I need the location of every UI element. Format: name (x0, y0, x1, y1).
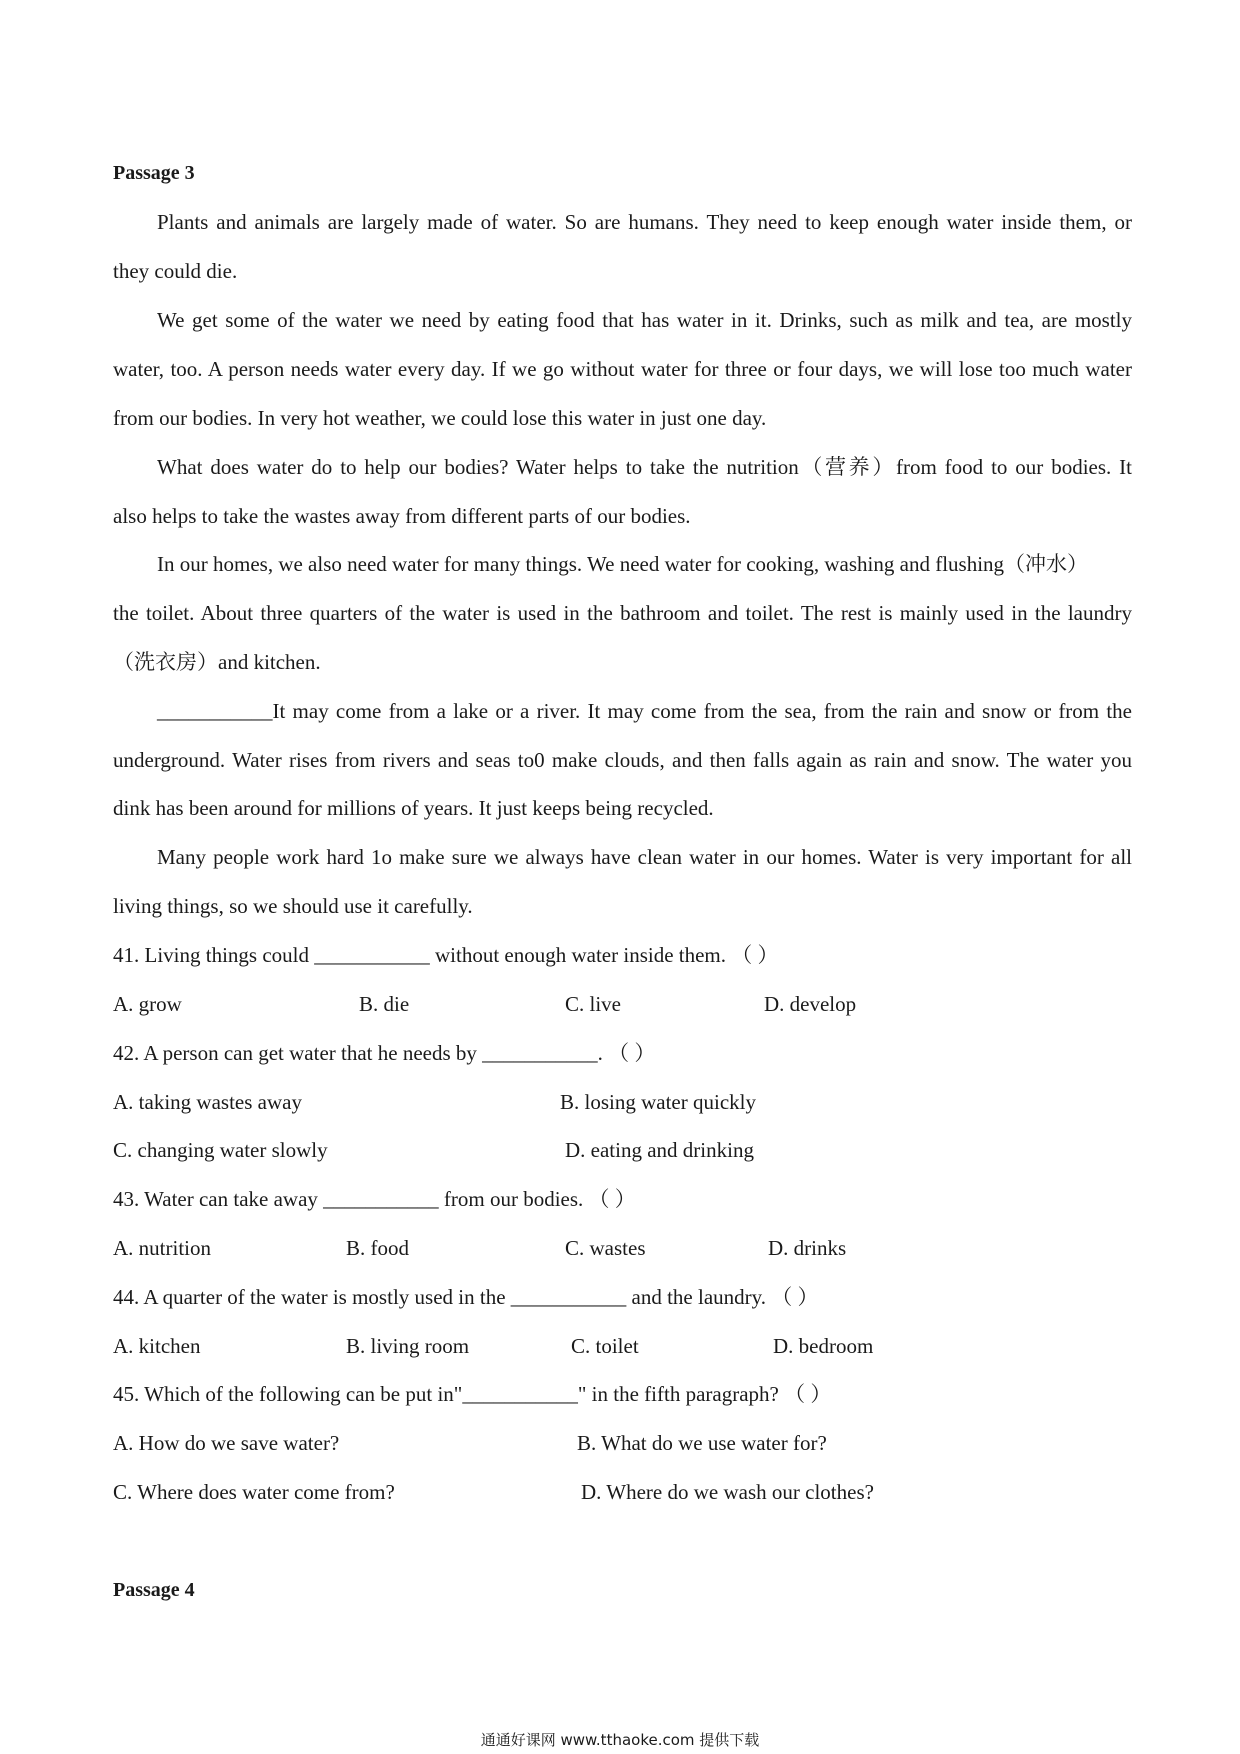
passage-line-8: In our homes, we also need water for many things. We need water for cooking, washing and flushing（冲水） (157, 552, 1089, 576)
question-41-stem: 41. Living things could ___________ without enough water inside them. （ ） (113, 943, 779, 967)
question-41-option-d[interactable]: D. develop (764, 992, 857, 1016)
question-42-option-b[interactable]: B. losing water quickly (560, 1090, 756, 1114)
question-43-option-c[interactable]: C. wastes (565, 1236, 646, 1260)
question-44-option-c[interactable]: C. toilet (571, 1334, 639, 1358)
question-44-stem: 44. A quarter of the water is mostly used in the ___________ and the laundry. （ ） (113, 1285, 819, 1309)
question-45-option-d[interactable]: D. Where do we wash our clothes? (581, 1480, 874, 1504)
question-45-option-a[interactable]: A. How do we save water? (113, 1431, 340, 1455)
passage-3-heading: Passage 3 (113, 162, 195, 184)
passage-line-13: dink has been around for millions of years. It just keeps being recycled. (113, 796, 714, 820)
question-44-option-d[interactable]: D. bedroom (773, 1334, 874, 1358)
question-42-option-a[interactable]: A. taking wastes away (113, 1090, 302, 1114)
passage-line-2: they could die. (113, 259, 238, 283)
question-41-option-a[interactable]: A. grow (113, 992, 182, 1016)
question-43-option-a[interactable]: A. nutrition (113, 1236, 211, 1260)
passage-line-15: living things, so we should use it carefully. (113, 894, 473, 918)
question-44-option-a[interactable]: A. kitchen (113, 1334, 201, 1358)
question-43-option-d[interactable]: D. drinks (768, 1236, 847, 1260)
question-42-stem: 42. A person can get water that he needs by ___________. （ ） (113, 1041, 656, 1065)
passage-line-4: water, too. A person needs water every day. If we go without water for three or four days, we will lose too much water (113, 357, 1132, 381)
question-43-option-b[interactable]: B. food (346, 1236, 409, 1260)
passage-line-12: underground. Water rises from rivers and seas to0 make clouds, and then falls again as rain and snow. The water you (113, 748, 1132, 772)
question-43-stem: 43. Water can take away ___________ from our bodies. （ ） (113, 1187, 636, 1211)
passage-line-14: Many people work hard 1o make sure we always have clean water in our homes. Water is very important for all (157, 845, 1132, 869)
passage-line-5: from our bodies. In very hot weather, we could lose this water in just one day. (113, 406, 767, 430)
question-42-option-c[interactable]: C. changing water slowly (113, 1138, 328, 1162)
question-41-option-c[interactable]: C. live (565, 992, 621, 1016)
passage-line-9: the toilet. About three quarters of the water is used in the bathroom and toilet. The rest is mainly used in the laundry (113, 601, 1132, 625)
passage-line-3: We get some of the water we need by eating food that has water in it. Drinks, such as milk and tea, are mostly (157, 308, 1132, 332)
question-45-stem: 45. Which of the following can be put in"___________" in the fifth paragraph? （ ） (113, 1382, 832, 1406)
passage-line-11: ___________It may come from a lake or a river. It may come from the sea, from the rain and snow or from the (157, 699, 1132, 723)
question-45-option-c[interactable]: C. Where does water come from? (113, 1480, 395, 1504)
question-45-option-b[interactable]: B. What do we use water for? (577, 1431, 827, 1455)
passage-4-heading: Passage 4 (113, 1579, 195, 1601)
passage-line-1: Plants and animals are largely made of water. So are humans. They need to keep enough water inside them, or (157, 210, 1132, 234)
question-41-option-b[interactable]: B. die (359, 992, 410, 1016)
passage-line-10: （洗衣房）and kitchen. (113, 650, 321, 674)
page-footer: 通通好课网 www.tthaoke.com 提供下载 (480, 1731, 760, 1749)
passage-line-7: also helps to take the wastes away from different parts of our bodies. (113, 504, 691, 528)
question-42-option-d[interactable]: D. eating and drinking (565, 1138, 754, 1162)
passage-line-6: What does water do to help our bodies? Water helps to take the nutrition（营养）from food to our bodies. It (157, 455, 1132, 479)
question-44-option-b[interactable]: B. living room (346, 1334, 470, 1358)
